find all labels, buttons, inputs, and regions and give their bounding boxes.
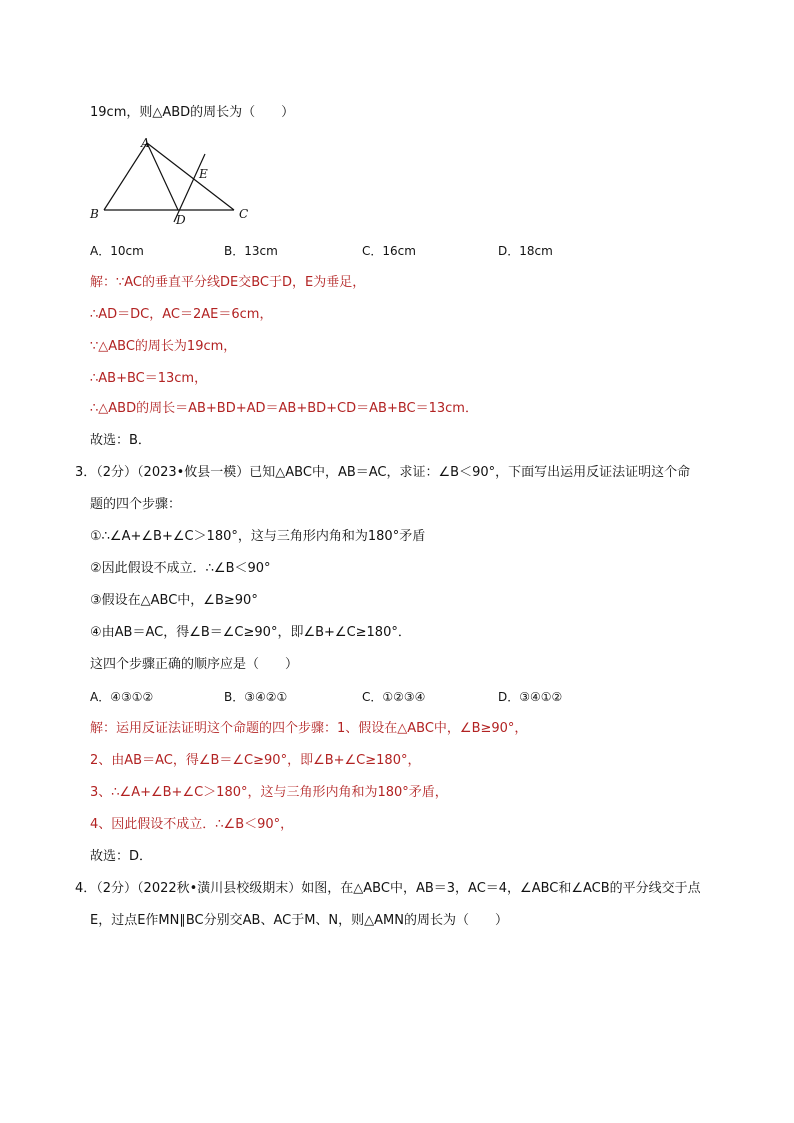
q3-solution-line-2: 2、由AB＝AC，得∠B＝∠C≥90°，即∠B+∠C≥180°， bbox=[90, 753, 421, 768]
q3-choice-c: C．①②③④ bbox=[362, 690, 426, 704]
q3-stem-line-1: 3．（2分）（2023•攸县一模）已知△ABC中，AB＝AC，求证：∠B＜90°，下面写出运用反证法证明这个命 bbox=[75, 465, 691, 480]
q2-choice-d: D．18cm bbox=[498, 244, 553, 258]
q3-step-3: ③假设在△ABC中，∠B≥90° bbox=[90, 593, 258, 608]
q2-solution-line-4: ∴AB+BC＝13cm， bbox=[90, 371, 208, 386]
q3-choice-b: B．③④②① bbox=[224, 690, 288, 704]
q4-stem-line-1: 4．（2分）（2022秋•潢川县校级期末）如图，在△ABC中，AB＝3，AC＝4，∠ABC和∠ACB的平分线交于点 bbox=[75, 881, 701, 896]
q3-step-2: ②因此假设不成立．∴∠B＜90° bbox=[90, 561, 271, 576]
q3-solution-line-4: 4、因此假设不成立．∴∠B＜90°， bbox=[90, 817, 294, 832]
q2-solution-line-1: 解：∵AC的垂直平分线DE交BC于D，E为垂足， bbox=[90, 275, 366, 290]
q2-choice-a: A．10cm bbox=[90, 244, 144, 258]
label-c: C bbox=[239, 207, 249, 221]
segment-ab bbox=[104, 143, 147, 210]
q2-solution-line-2: ∴AD＝DC，AC＝2AE＝6cm， bbox=[90, 307, 273, 322]
q3-choice-a: A．④③①② bbox=[90, 690, 154, 704]
q3-step-1: ①∴∠A+∠B+∠C＞180°，这与三角形内角和为180°矛盾 bbox=[90, 529, 426, 544]
perpendicular-bisector-de bbox=[174, 154, 205, 222]
label-b: B bbox=[90, 207, 99, 221]
q3-stem-line-2: 题的四个步骤： bbox=[90, 497, 182, 512]
q3-choice-d: D．③④①② bbox=[498, 690, 563, 704]
q2-choice-c: C．16cm bbox=[362, 244, 416, 258]
q3-step-4: ④由AB＝AC，得∠B＝∠C≥90°，即∠B+∠C≥180°． bbox=[90, 625, 411, 640]
segment-ac bbox=[147, 143, 234, 210]
q3-answer: 故选：D． bbox=[90, 849, 153, 864]
label-e: E bbox=[199, 167, 208, 181]
q2-solution-line-5: ∴△ABD的周长＝AB+BD+AD＝AB+BD+CD＝AB+BC＝13cm． bbox=[90, 401, 478, 416]
label-d: D bbox=[176, 213, 186, 227]
q2-solution-line-3: ∵△ABC的周长为19cm， bbox=[90, 339, 237, 354]
q4-stem-line-2: E，过点E作MN∥BC分别交AB、AC于M、N，则△AMN的周长为（ ） bbox=[90, 913, 508, 928]
q2-choice-b: B．13cm bbox=[224, 244, 278, 258]
triangle-figure bbox=[84, 132, 264, 232]
q2-answer: 故选：B． bbox=[90, 433, 151, 448]
label-a: A bbox=[141, 136, 150, 150]
q3-solution-line-3: 3、∴∠A+∠B+∠C＞180°，这与三角形内角和为180°矛盾， bbox=[90, 785, 448, 800]
q2-stem-tail: 19cm，则△ABD的周长为（ ） bbox=[90, 105, 295, 120]
q3-question: 这四个步骤正确的顺序应是（ ） bbox=[90, 657, 299, 672]
q3-solution-line-1: 解：运用反证法证明这个命题的四个步骤：1、假设在△ABC中，∠B≥90°， bbox=[90, 721, 528, 736]
segment-ad bbox=[147, 143, 178, 210]
